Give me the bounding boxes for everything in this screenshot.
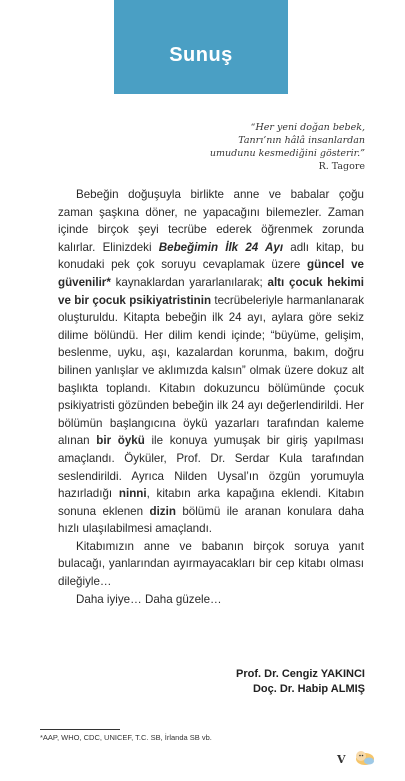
bold-run: güncel ve güvenilir* (58, 258, 364, 289)
bold-run: altı çocuk hekimi ve bir çocuk psikiyatristinin (58, 275, 364, 307)
epigraph-line-1: “Her yeni doğan bebek, (250, 122, 365, 133)
footnote-divider (40, 729, 120, 730)
text-run: tecrübeleriyle harmanlanarak oluşturuldu. Kitapta bebeğin ilk 24 ayı, aylara göre sekiz dilime bölündü. Her dilim kendi içinde; “büyüme, gelişim, beslenme, uyku, aşı, kazalardan korunma, bakım, doğru bilinen yanlışlar ve aklımızda kalsın” olmak üzere dokuz alt başlıkta toplandı. Kitabın dokuzuncu bölümünde çocuk psikiyatristi gözünden bebeğin ilk 24 ayı değerlendirildi. Her bölümün başlangıcına öykü yazarları tarafından kaleme alınan (58, 293, 364, 448)
signature-2: Doç. Dr. Habip ALMIŞ (252, 683, 365, 695)
paragraph-3: Daha iyiye… Daha güzele… (76, 592, 222, 606)
text-run: kaynaklardan yararlanılarak; (110, 275, 268, 289)
paragraph-1 (58, 186, 364, 538)
bold-run: ninni (118, 487, 147, 501)
epigraph-line-3: umudunu kesmediğini gösterir.” (209, 148, 365, 159)
title-banner (114, 0, 288, 94)
bold-run: dizin (149, 504, 176, 518)
epigraph-author: R. Tagore (318, 161, 365, 172)
signature-1: Prof. Dr. Cengiz YAKINCI (236, 668, 365, 680)
page-title: Sunuş (169, 44, 233, 66)
bold-run: bir öykü (96, 434, 145, 448)
body-text (58, 186, 364, 608)
book-title: Bebeğimin İlk 24 Ayı (158, 240, 284, 254)
text-run: adlı kitap, bu konudaki pek çok soruyu cevaplamak üzere (58, 240, 364, 272)
text-run: Bebeğin doğuşuyla birlikte anne ve babalar çoğu zaman şaşkına döner, ne yapacağını bilemezler. Zaman içinde birçok şeyi tecrübe ederek öğrenmek zorunda kalırlar. Elinizdeki (58, 188, 364, 254)
paragraph-2: Kitabımızın anne ve babanın birçok soruya yanıt bulacağı, yanlarından ayırmayacakları bir cep kitabı olması dileğiyle… (58, 539, 364, 589)
epigraph-line-2: Tanrı’nın hâlâ insanlardan (238, 135, 365, 146)
text-run: ile konuya yumuşak bir giriş yapılması amaçlandı. Öyküler, Prof. Dr. Serdar Kula tarafından seslendirildi. Ayrıca Nilden Uysal’ın özgün yorumuyla hazırladığı (58, 434, 364, 501)
page-number: V (337, 753, 346, 766)
footnote: *AAP, WHO, CDC, UNICEF, T.C. SB, İrlanda SB vb. (40, 733, 212, 742)
signatures (236, 667, 365, 697)
epigraph-quote (145, 121, 365, 173)
text-run: , kitabın arka kapağına eklendi. Kitabın sonuna eklenen (58, 487, 364, 518)
baby-icon (352, 748, 376, 766)
text-run: bölümü ile aranan konulara daha hızlı ulaşılabilmesi amaçlandı. (58, 504, 364, 536)
